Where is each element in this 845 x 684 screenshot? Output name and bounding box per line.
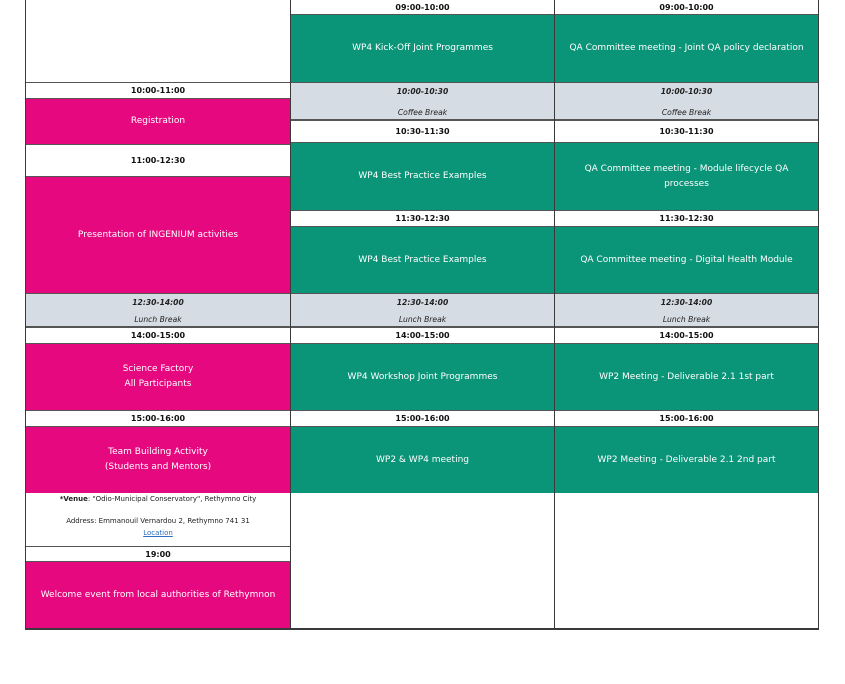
time-slot: 10:30-11:30 [555, 120, 818, 143]
session-science-factory [26, 344, 290, 410]
session-team-building [26, 427, 290, 493]
session-line: Team Building Activity [108, 447, 208, 457]
lunch-break [555, 293, 818, 327]
break-label: Lunch Break [398, 315, 447, 324]
time-slot: 19:00 [26, 546, 290, 562]
break-time: 10:00-10:30 [660, 87, 713, 96]
session-best-practice-2: WP4 Best Practice Examples [291, 227, 554, 293]
time-slot: 15:00-16:00 [555, 410, 818, 427]
session-ingenium: Presentation of INGENIUM activities [26, 177, 290, 293]
venue-name: : "Odio-Municipal Conservatory", Rethymno City [87, 495, 257, 503]
time-slot: 10:30-11:30 [291, 120, 554, 143]
session-line: QA Committee meeting - Module lifecycle QA [584, 163, 789, 174]
break-time: 10:00-10:30 [396, 87, 449, 96]
time-slot: 09:00-10:00 [555, 0, 818, 15]
lunch-break [291, 293, 554, 327]
session-welcome: Welcome event from local authorities of Rethymnon [26, 562, 290, 628]
venue-line [60, 495, 257, 503]
session-qa-digital-health: QA Committee meeting - Digital Health Module [555, 227, 818, 293]
session-line: All Participants [124, 379, 192, 389]
session-wp2-part2: WP2 Meeting - Deliverable 2.1 2nd part [555, 427, 818, 493]
time-slot: 10:00-11:00 [26, 82, 290, 99]
break-time: 12:30-14:00 [396, 298, 449, 307]
schedule-table [25, 0, 819, 630]
session-line: Science Factory [122, 364, 194, 374]
session-kickoff: WP4 Kick-Off Joint Programmes [291, 15, 554, 82]
session-qa-policy: QA Committee meeting - Joint QA policy declaration [555, 15, 818, 82]
session-wp2-part1: WP2 Meeting - Deliverable 2.1 1st part [555, 344, 818, 410]
column-divider [554, 0, 556, 630]
venue-info [26, 493, 290, 546]
break-time: 12:30-14:00 [132, 298, 184, 307]
break-label: Coffee Break [661, 108, 712, 117]
session-workshop: WP4 Workshop Joint Programmes [291, 344, 554, 410]
coffee-break [291, 82, 554, 120]
column-divider [290, 0, 292, 630]
break-label: Coffee Break [397, 108, 448, 117]
time-slot: 09:00-10:00 [291, 0, 554, 15]
session-qa-lifecycle [555, 143, 818, 210]
break-label: Lunch Break [134, 315, 182, 324]
time-slot: 11:30-12:30 [291, 210, 554, 227]
break-time: 12:30-14:00 [660, 298, 713, 307]
session-line: processes [664, 178, 709, 189]
time-slot: 15:00-16:00 [26, 410, 290, 427]
location-link[interactable]: Location [143, 529, 173, 537]
session-best-practice-1: WP4 Best Practice Examples [291, 143, 554, 210]
time-slot: 11:00-12:30 [26, 144, 290, 177]
coffee-break [555, 82, 818, 120]
time-slot: 11:30-12:30 [555, 210, 818, 227]
time-slot: 14:00-15:00 [555, 327, 818, 344]
session-registration: Registration [26, 99, 290, 144]
venue-label: *Venue [59, 495, 88, 503]
time-slot: 14:00-15:00 [26, 327, 290, 344]
time-slot: 14:00-15:00 [291, 327, 554, 344]
time-slot: 15:00-16:00 [291, 410, 554, 427]
session-wp2-wp4: WP2 & WP4 meeting [291, 427, 554, 493]
session-line: (Students and Mentors) [104, 462, 212, 472]
break-label: Lunch Break [662, 315, 711, 324]
venue-address: Address: Emmanouil Vernardou 2, Rethymno 741 31 [66, 517, 250, 525]
lunch-break [26, 293, 290, 327]
